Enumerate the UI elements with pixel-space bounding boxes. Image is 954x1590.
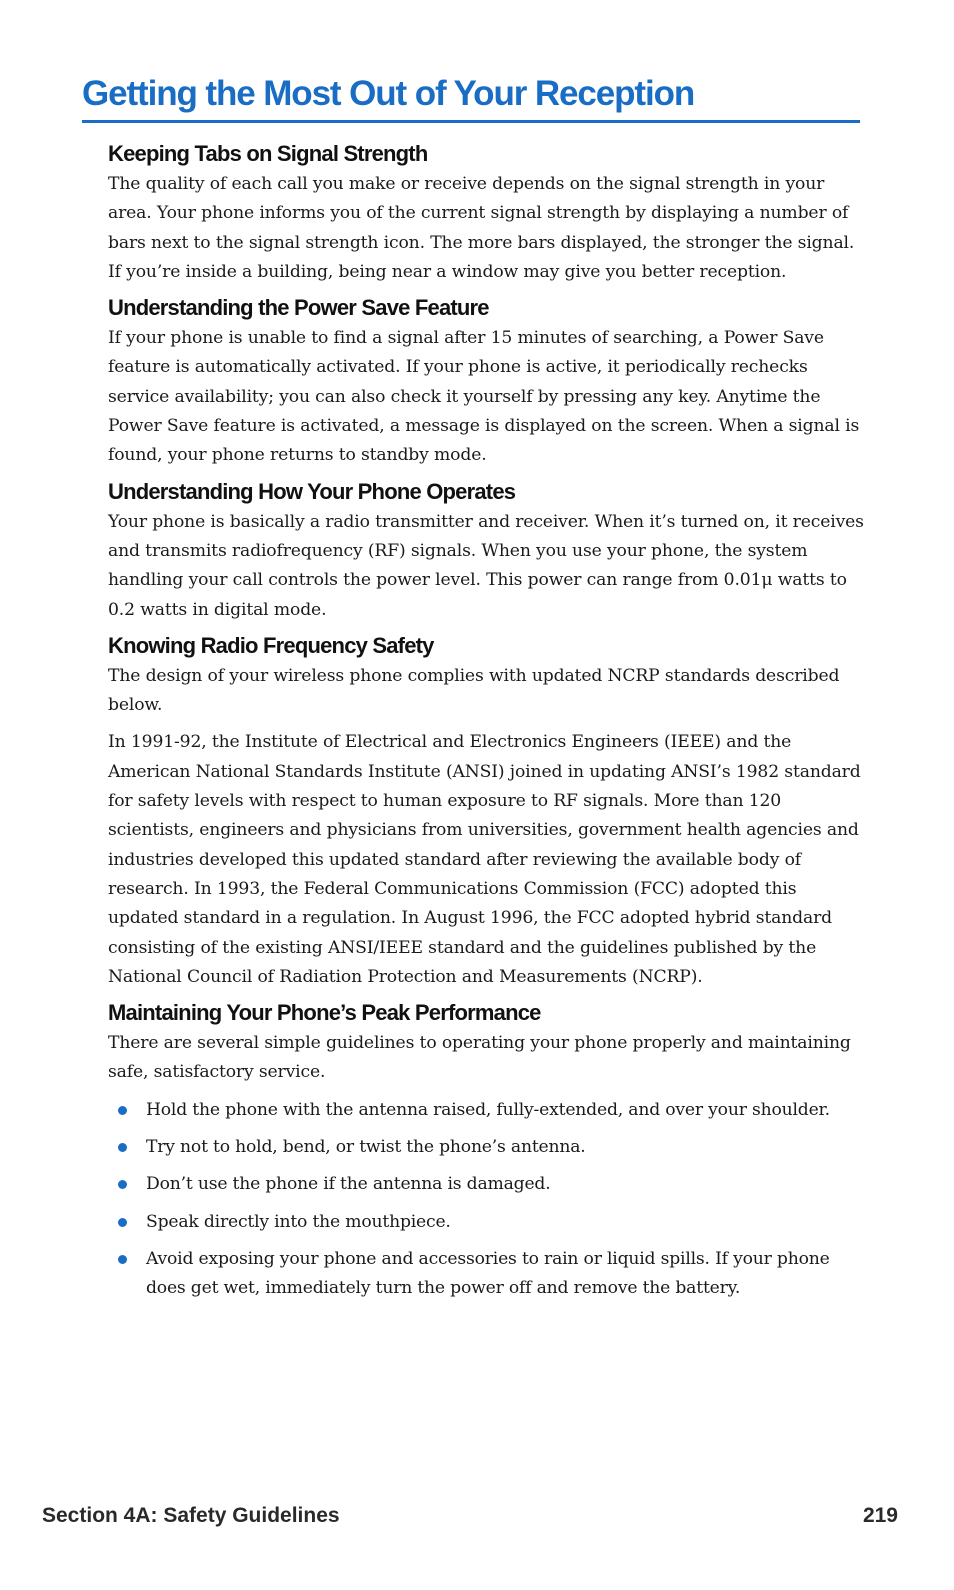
list-item: [108, 1208, 868, 1237]
list-item-text: Try not to hold, bend, or twist the phone’s antenna.: [146, 1137, 586, 1158]
paragraph-power-save: If your phone is unable to find a signal after 15 minutes of searching, a Power Save feature is automatically activated. If your phone is active, it periodically rechecks service availability; you can also check it yourself by pressing any key. Anytime the Power Save feature is activated, a message is displayed on the screen. When a signal is found, your phone returns to standby mode.: [108, 328, 860, 466]
page-title: Getting the Most Out of Your Reception: [82, 70, 860, 123]
section-heading-rf-safety: Knowing Radio Frequency Safety: [108, 632, 434, 658]
bullet-dot-icon: [118, 1255, 127, 1264]
list-item: [108, 1245, 868, 1304]
list-item: [108, 1170, 868, 1199]
list-item: [108, 1096, 868, 1125]
paragraph-rf-safety-intro: The design of your wireless phone complies with updated NCRP standards described below.: [108, 665, 840, 716]
paragraph-peak-performance: There are several simple guidelines to operating your phone properly and maintaining safe, satisfactory service.: [108, 1033, 851, 1083]
section-heading-phone-operates: Understanding How Your Phone Operates: [108, 478, 516, 504]
bullet-dot-icon: [118, 1106, 127, 1115]
paragraph-rf-safety-history: In 1991-92, the Institute of Electrical and Electronics Engineers (IEEE) and the American National Standards Institute (ANSI) joined in updating ANSI’s 1982 standard for safety levels with respect to human exposure to RF signals. More than 120 scientists, engineers and physicians from universities, government health agencies and industries developed this updated standard after reviewing the available body of research. In 1993, the Federal Communications Commission (FCC) adopted this updated standard in a regulation. In August 1996, the FCC adopted hybrid standard consisting of the existing ANSI/IEEE standard and the guidelines published by the National Council of Radiation Protection and Measurements (NCRP).: [108, 732, 861, 987]
footer-section-label: Section 4A: Safety Guidelines: [42, 1504, 340, 1527]
section-heading-power-save: Understanding the Power Save Feature: [108, 295, 489, 321]
paragraph-signal-strength: The quality of each call you make or receive depends on the signal strength in your area. Your phone informs you of the current signal strength by displaying a number of bars next to the signal strength icon. The more bars displayed, the stronger the signal. If you’re inside a building, being near a window may give you better reception.: [108, 174, 855, 282]
bullet-dot-icon: [118, 1180, 127, 1189]
bullet-dot-icon: [118, 1143, 127, 1152]
list-item-text: Don’t use the phone if the antenna is damaged.: [146, 1174, 551, 1195]
page-content: [108, 138, 868, 1312]
footer-page-number: 219: [862, 1504, 898, 1527]
list-item: [108, 1133, 868, 1162]
paragraph-phone-operates: Your phone is basically a radio transmitter and receiver. When it’s turned on, it receives and transmits radiofrequency (RF) signals. When you use your phone, the system handling your call controls the power level. This power can range from 0.01μ watts to 0.2 watts in digital mode.: [108, 511, 864, 620]
section-heading-peak-performance: Maintaining Your Phone’s Peak Performance: [108, 1000, 541, 1026]
list-item-text: Avoid exposing your phone and accessories to rain or liquid spills. If your phone does get wet, immediately turn the power off and remove the battery.: [146, 1248, 830, 1299]
list-item-text: Speak directly into the mouthpiece.: [146, 1211, 451, 1232]
bullet-dot-icon: [118, 1218, 127, 1227]
list-item-text: Hold the phone with the antenna raised, fully-extended, and over your shoulder.: [146, 1099, 830, 1120]
section-heading-signal-strength: Keeping Tabs on Signal Strength: [108, 141, 428, 166]
guidelines-list: [108, 1096, 868, 1304]
